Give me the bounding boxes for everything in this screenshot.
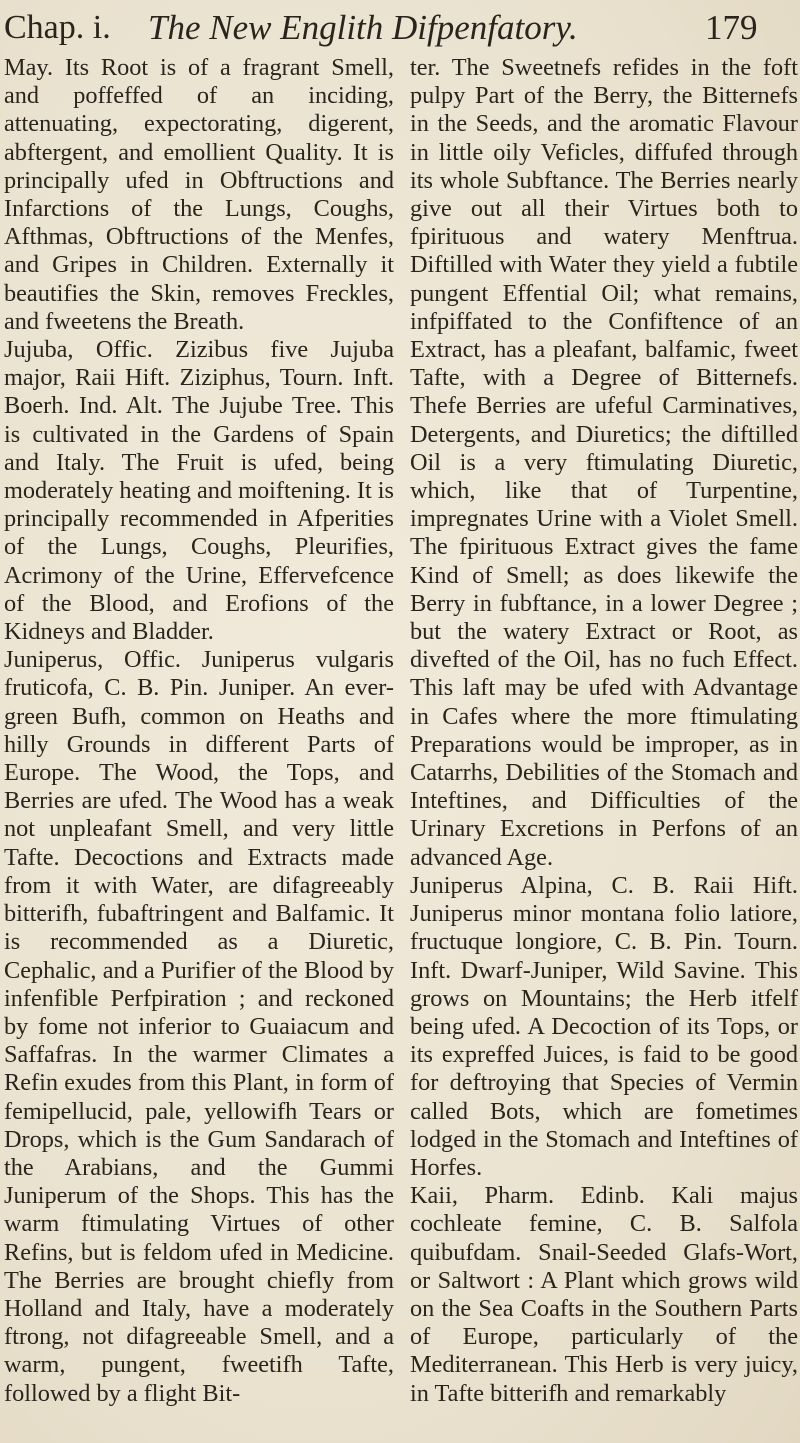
chapter-label: Chap. i.	[4, 9, 111, 46]
paragraph: Kaii, Pharm. Edinb. Kali majus cochleate femine, C. B. Salfola quibufdam. Snail-Seeded Glafs-Wort, or Saltwort : A Plant which grows wild on the Sea Coafts in the Southern Parts of Europe, particularly of the Mediterranean. This Herb is very juicy, in Tafte bitterifh and remarkably	[410, 1182, 798, 1407]
paragraph: May. Its Root is of a fragrant Smell, and poffeffed of an inciding, attenuating, expectorating, digerent, abftergent, and emollient Quality. It is principally ufed in Obftructions and Infarctions of the Lungs, Coughs, Afthmas, Obftructions of the Menfes, and Gripes in Children. Externally it beautifies the Skin, removes Freckles, and fweetens the Breath.	[4, 54, 394, 335]
paragraph: Juniperus Alpina, C. B. Raii Hift. Juniperus minor montana folio latiore, fructuque longiore, C. B. Pin. Tourn. Inft. Dwarf-Juniper, Wild Savine. This grows on Mountains; the Herb itfelf being ufed. A Decoction of its Tops, or its expreffed Juices, is faid to be good for deftroying that Species of Vermin called Bots, which are fometimes lodged in the Stomach and Inteftines of Horfes.	[410, 871, 798, 1181]
right-column	[410, 54, 798, 1408]
running-header	[0, 6, 800, 50]
paragraph: Juniperus, Offic. Juniperus vulgaris fruticofa, C. B. Pin. Juniper. An ever-green Bufh, common on Heaths and hilly Grounds in different Parts of Europe. The Wood, the Tops, and Berries are ufed. The Wood has a weak not unpleafant Smell, and very little Tafte. Decoctions and Extracts made from it with Water, are difagreeably bitterifh, fubaftringent and Balfamic. It is recommended as a Diuretic, Cephalic, and a Purifier of the Blood by infenfible Perfpiration ; and reckoned by fome not inferior to Guaiacum and Saffafras. In the warmer Climates a Refin exudes from this Plant, in form of femipellucid, pale, yellowifh Tears or Drops, which is the Gum Sandarach of the Arabians, and the Gummi Juniperum of the Shops. This has the warm ftimulating Virtues of other Refins, but is feldom ufed in Medicine. The Berries are brought chiefly from Holland and Italy, have a moderately ftrong, not difagreeable Smell, and a warm, pungent, fweetifh Tafte, followed by a flight Bit-	[4, 646, 394, 1407]
paragraph: Jujuba, Offic. Zizibus five Jujuba major, Raii Hift. Ziziphus, Tourn. Inft. Boerh. Ind. Alt. The Jujube Tree. This is cultivated in the Gardens of Spain and Italy. The Fruit is ufed, being moderately heating and moiftening. It is principally recommended in Afperities of the Lungs, Coughs, Pleurifies, Acrimony of the Urine, Effervefcence of the Blood, and Erofions of the Kidneys and Bladder.	[4, 336, 394, 646]
paragraph: ter. The Sweetnefs refides in the foft pulpy Part of the Berry, the Bitternefs in the Seeds, and the aromatic Flavour in little oily Veficles, diffufed through its whole Subftance. The Berries nearly give out all their Virtues both to fpirituous and watery Menftrua. Diftilled with Water they yield a fubtile pungent Effential Oil; what remains, infpiffated to the Confiftence of an Extract, has a pleafant, balfamic, fweet Tafte, with a Degree of Bitternefs. Thefe Berries are ufeful Carminatives, Detergents, and Diuretics; the diftilled Oil is a very ftimulating Diuretic, which, like that of Turpentine, impregnates Urine with a Violet Smell. The fpirituous Extract gives the fame Kind of Smell; as does likewife the Berry in fubftance, in a lower Degree ; but the watery Extract or Root, as divefted of the Oil, has no fuch Effect. This laft may be ufed with Advantage in Cafes where the more ftimulating Preparations would be improper, as in Catarrhs, Debilities of the Stomach and Inteftines, and Difficulties of the Urinary Excretions in Perfons of an advanced Age.	[410, 54, 798, 871]
running-title: The New Englith Difpenfatory.	[148, 8, 578, 47]
left-column	[4, 54, 394, 1408]
page-number: 179	[705, 8, 758, 47]
